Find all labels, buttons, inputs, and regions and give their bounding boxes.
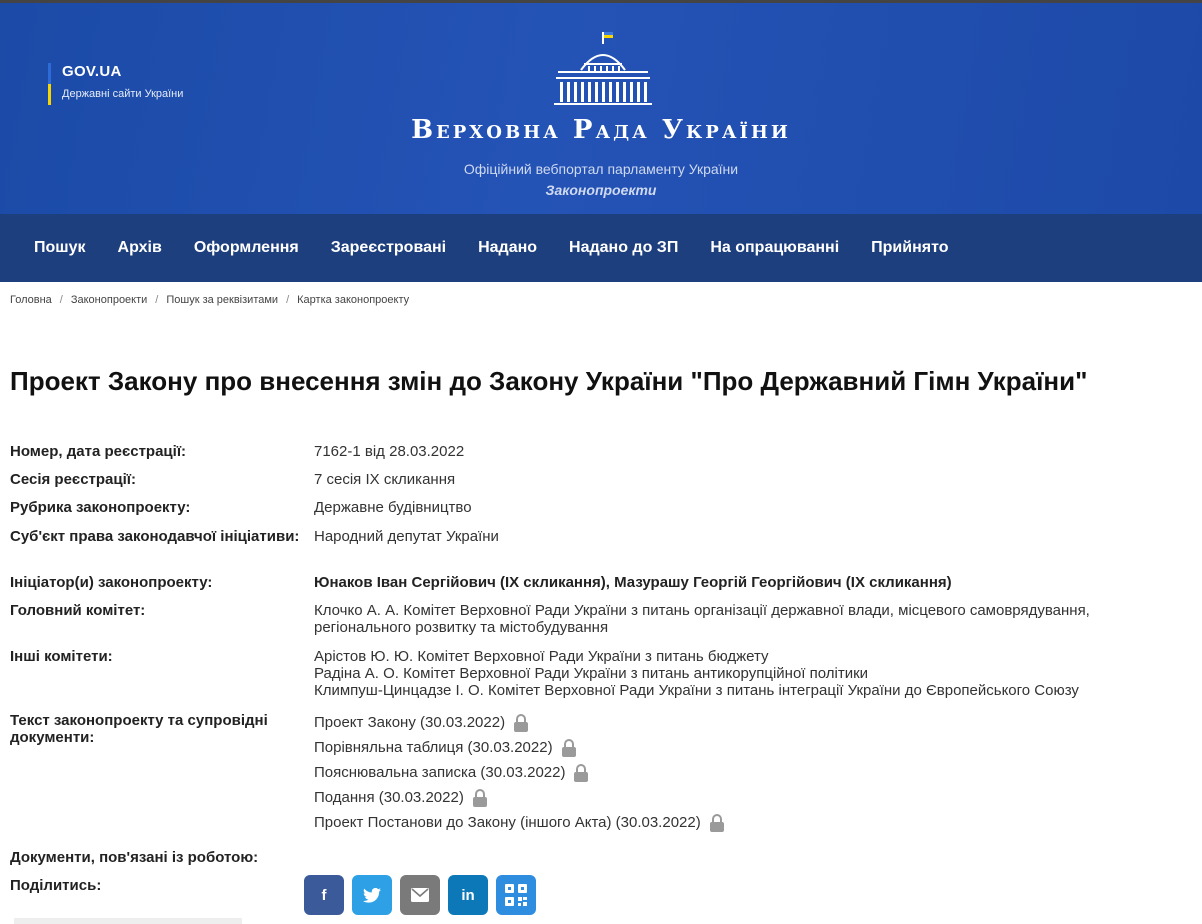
email-icon [411,888,429,902]
nav-item-submitted-zp[interactable]: Надано до ЗП [569,239,679,256]
committee-line: Радіна А. О. Комітет Верховної Ради України з питань антикорупційної політики [314,665,869,682]
breadcrumb-bills[interactable]: Законопроекти [70,294,148,306]
nav-item-search[interactable]: Пошук [34,239,86,256]
document-link[interactable] [314,760,1184,785]
nav-item-archive[interactable]: Архів [117,239,162,256]
breadcrumb-separator: / [59,294,63,306]
nav-item-submitted[interactable]: Надано [478,239,538,256]
breadcrumb-home[interactable]: Головна [10,294,52,306]
twitter-icon [363,888,381,903]
share-buttons [304,875,544,915]
parliament-building-icon[interactable] [550,30,656,108]
lock-icon [472,789,488,807]
nav-item-formatting[interactable]: Оформлення [193,239,299,256]
lock-icon [573,764,589,782]
breadcrumb-separator: / [286,294,290,306]
main-navigation [0,214,1202,282]
facebook-icon: f [321,886,327,904]
nav-item-in-processing[interactable]: На опрацюванні [710,239,840,256]
govua-yellow-bar [48,84,51,105]
field-value: Державне будівництво [314,499,472,516]
document-title: Порівняльна таблиця (30.03.2022) [314,739,553,756]
document-link[interactable] [314,735,1184,760]
breadcrumb-current: Картка законопроекту [297,294,410,306]
share-twitter-button[interactable] [352,875,392,915]
lock-icon [561,739,577,757]
share-linkedin-button[interactable] [448,875,488,915]
field-value: Народний депутат України [314,528,499,545]
field-value: 7 сесія IX скликання [314,471,456,488]
share-qr-button[interactable] [496,875,536,915]
govua-subtitle: Державні сайти України [62,88,184,100]
site-section-name: Законопроекти [545,182,657,198]
field-value: Юнаков Іван Сергійович (IX скликання), Мазурашу Георгій Георгійович (IX скликання) [314,574,952,591]
nav-item-registered[interactable]: Зареєстровані [330,239,447,256]
document-title: Проект Постанови до Закону (іншого Акта) (30.03.2022) [314,814,701,831]
document-title: Подання (30.03.2022) [314,789,464,806]
share-email-button[interactable] [400,875,440,915]
document-title: Пояснювальна записка (30.03.2022) [314,764,566,781]
field-label: Рубрика законопроекту: [10,499,191,516]
share-facebook-button[interactable] [304,875,344,915]
document-link[interactable] [314,710,1184,735]
field-label: Суб'єкт права законодавчої ініціативи: [10,528,300,545]
field-label: Документи, пов'язані із роботою: [10,849,259,866]
document-link[interactable] [314,785,1184,810]
govua-blue-bar [48,63,51,84]
document-link[interactable] [314,810,1184,835]
breadcrumb-search[interactable]: Пошук за реквізитами [166,294,279,306]
page-title: Проект Закону про внесення змін до Закону України "Про Державний Гімн України" [10,366,1088,396]
field-label: Ініціатор(и) законопроекту: [10,574,213,591]
qr-code-icon [505,884,527,906]
field-value [314,648,1184,699]
nav-item-adopted[interactable]: Прийнято [871,239,949,256]
site-title[interactable]: Верховна Рада України [411,115,791,145]
document-title: Проект Закону (30.03.2022) [314,714,506,731]
field-label: Текст законопроекту та супровідні документи: [10,712,268,746]
committee-line: Арістов Ю. Ю. Комітет Верховної Ради України з питань бюджету [314,648,769,665]
field-label: Інші комітети: [10,648,113,665]
site-subtitle: Офіційний вебпортал парламенту України [463,161,739,177]
site-header [0,3,1202,214]
committee-line: Климпуш-Цинцадзе І. О. Комітет Верховної Ради України з питань інтеграції України до Європейського Союзу [314,682,1079,699]
field-label: Номер, дата реєстрації: [10,443,187,460]
govua-link[interactable] [48,63,183,105]
breadcrumb [10,294,409,306]
footer-strip [14,918,242,924]
breadcrumb-separator: / [155,294,159,306]
field-value: Клочко А. А. Комітет Верховної Ради України з питань організації державної влади, місцевого самоврядування, регіонального розвитку та містобудування [314,602,1090,636]
field-label: Поділитись: [10,877,102,894]
lock-icon [709,814,725,832]
field-value: 7162-1 від 28.03.2022 [314,443,465,460]
field-label: Головний комітет: [10,602,146,619]
document-list [314,710,1184,835]
govua-brand: GOV.UA [62,63,122,80]
field-label: Сесія реєстрації: [10,471,136,488]
linkedin-icon: in [461,886,475,904]
lock-icon [513,714,529,732]
